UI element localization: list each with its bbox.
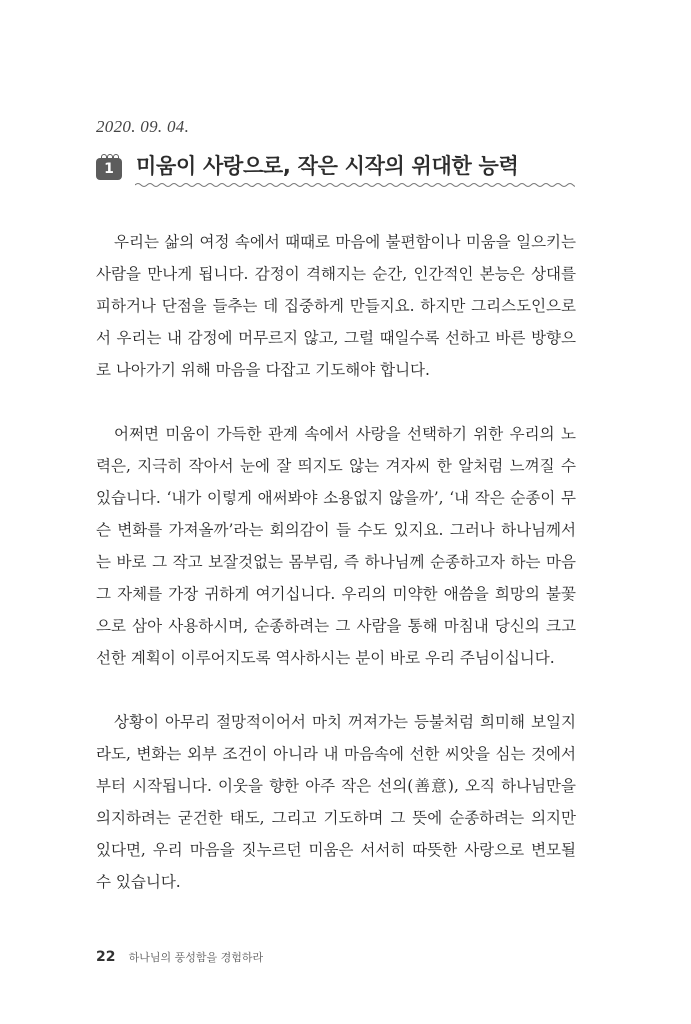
article-body [96, 226, 576, 930]
wavy-underline [135, 181, 575, 189]
book-title: 하나님의 풍성함을 경험하라 [128, 951, 264, 964]
paragraph: 상황이 아무리 절망적이어서 마치 꺼져가는 등불처럼 희미해 보일지라도, 변화는 외부 조건이 아니라 내 마음속에 선한 씨앗을 심는 것에서부터 시작됩니다. 이웃을 향한 아주 작은 선의(善意), 오직 하나님만을 의지하려는 굳건한 태도, 그리고 기도하며 그 뜻에 순종하려는 의지만 있다면, 우리 마음을 짓누르던 미움은 서서히 따뜻한 사랑으로 변모될 수 있습니다. [96, 713, 576, 891]
page-footer [96, 946, 263, 965]
entry-date: 2020. 09. 04. [96, 117, 190, 136]
section-number-badge [96, 154, 122, 180]
page-number: 22 [96, 949, 116, 965]
section-title: 미움이 사랑으로, 작은 시작의 위대한 능력 [136, 154, 519, 178]
paragraph: 우리는 삶의 여정 속에서 때때로 마음에 불편함이나 미움을 일으키는 사람을 만나게 됩니다. 감정이 격해지는 순간, 인간적인 본능은 상대를 피하거나 단점을 들추는 데 집중하게 만들지요. 하지만 그리스도인으로서 우리는 내 감정에 머무르지 않고, 그럴 때일수록 선하고 바른 방향으로 나아가기 위해 마음을 다잡고 기도해야 합니다. [96, 233, 576, 379]
section-number: 1 [96, 158, 122, 180]
paragraph: 어쩌면 미움이 가득한 관계 속에서 사랑을 선택하기 위한 우리의 노력은, 지극히 작아서 눈에 잘 띄지도 않는 겨자씨 한 알처럼 느껴질 수 있습니다. ‘내가 이렇게 애써봐야 소용없지 않을까’, ‘내 작은 순종이 무슨 변화를 가져올까’라는 회의감이 들 수도 있지요. 그러나 하나님께서는 바로 그 작고 보잘것없는 몸부림, 즉 하나님께 순종하고자 하는 마음 그 자체를 가장 귀하게 여기십니다. 우리의 미약한 애씀을 희망의 불꽃으로 삼아 사용하시며, 순종하려는 그 사람을 통해 마침내 당신의 크고 선한 계획이 이루어지도록 역사하시는 분이 바로 우리 주님이십니다. [96, 425, 576, 667]
